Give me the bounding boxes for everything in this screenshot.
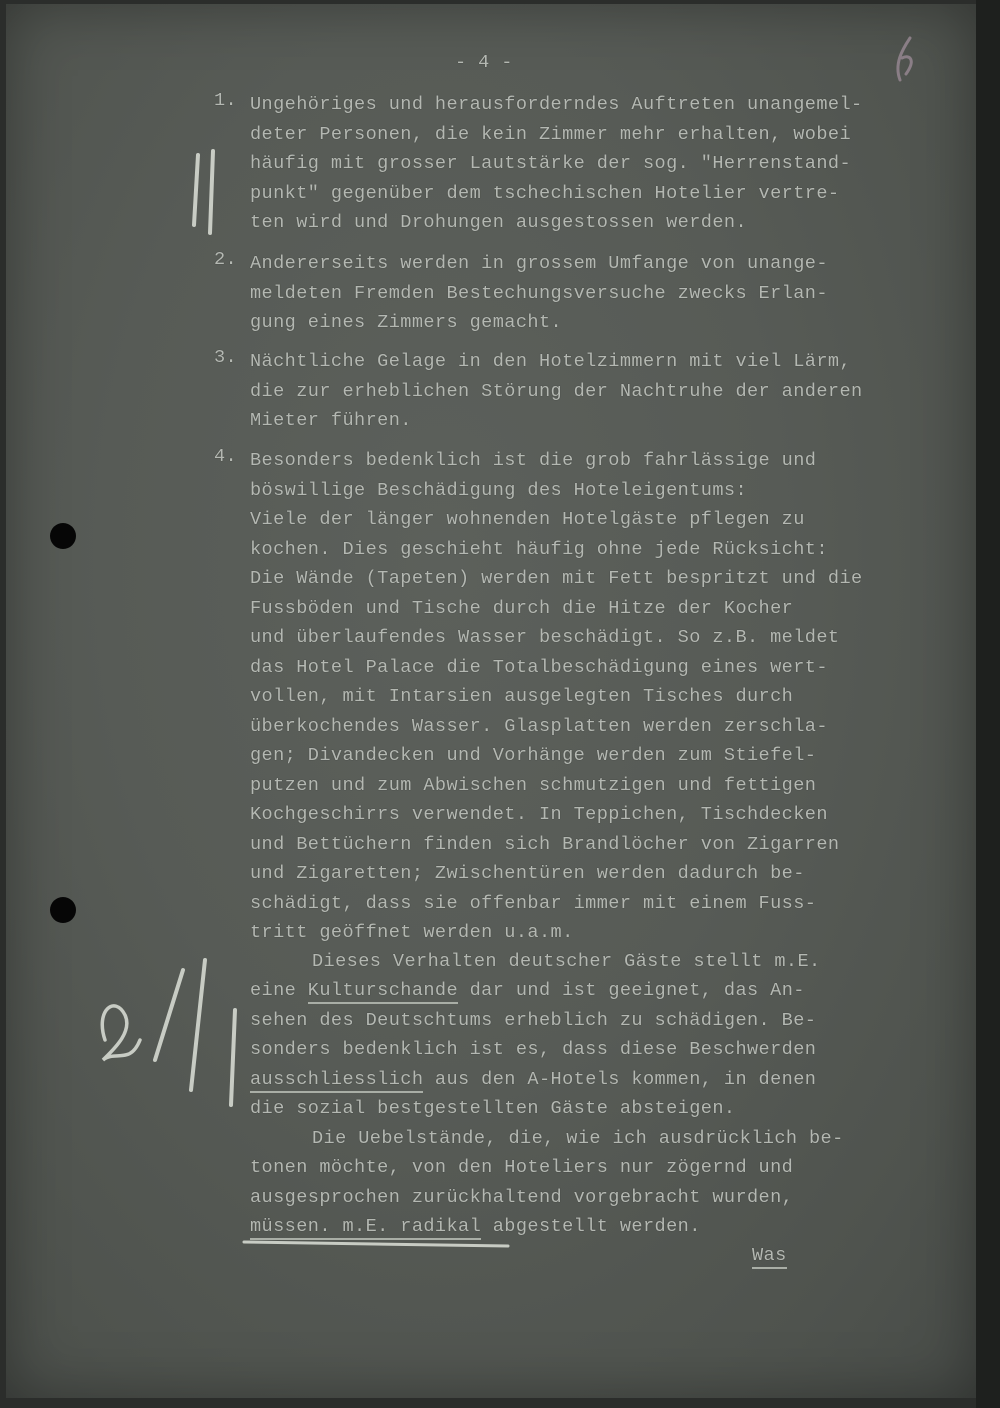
underlined-phrase: müssen. m.E. radikal xyxy=(250,1216,481,1240)
item-number: 2. xyxy=(214,249,238,270)
catchword: Was xyxy=(752,1241,787,1271)
punch-hole xyxy=(50,897,76,923)
text-line: Die Wände (Tapeten) werden mit Fett bespritzt und die xyxy=(250,568,863,589)
text-span: aus den A-Hotels kommen, in denen xyxy=(423,1069,817,1090)
text-line: putzen und zum Abwischen schmutzigen und fettigen xyxy=(250,774,817,796)
text-line: Fussböden und Tische durch die Hitze der Kocher xyxy=(250,597,794,619)
text-line: kochen. Dies geschieht häufig ohne jede Rücksicht: xyxy=(250,538,828,560)
text-line: Kochgeschirrs verwendet. In Teppichen, Tischdecken xyxy=(250,804,828,825)
text-line: punkt" gegenüber dem tschechischen Hotelier vertre- xyxy=(250,182,840,204)
text-line: tritt geöffnet werden u.a.m. xyxy=(250,922,574,943)
text-line: böswillige Beschädigung des Hoteleigentums: xyxy=(250,479,747,501)
punch-hole xyxy=(50,523,76,549)
text-line: tonen möchte, von den Hoteliers nur zögernd und xyxy=(250,1157,794,1178)
text-line: sehen des Deutschtums erheblich zu schädigen. Be- xyxy=(250,1010,817,1031)
text-line: Viele der länger wohnenden Hotelgäste pflegen zu xyxy=(250,509,805,530)
scan-edge xyxy=(976,0,1000,1408)
text-line: Besonders bedenklich ist die grob fahrlässige und xyxy=(250,450,817,471)
text-span: dar und ist geeignet, das An- xyxy=(458,980,805,1001)
text-line: das Hotel Palace die Totalbeschädigung eines wert- xyxy=(250,656,828,678)
text-line: Nächtliche Gelage in den Hotelzimmern mit viel Lärm, xyxy=(250,351,852,372)
text-line: sonders bedenklich ist es, dass diese Beschwerden xyxy=(250,1039,817,1060)
text-line xyxy=(250,1212,701,1242)
list-item xyxy=(214,90,863,258)
text-line: schädigt, dass sie offenbar immer mit einem Fuss- xyxy=(250,892,817,914)
text-line: Dieses Verhalten deutscher Gäste stellt m.E. xyxy=(312,951,821,972)
text-line xyxy=(250,976,805,1006)
text-line: die sozial bestgestellten Gäste absteigen. xyxy=(250,1098,736,1119)
text-line: Mieter führen. xyxy=(250,410,412,431)
text-line: häufig mit grosser Lautstärke der sog. "Herrenstand- xyxy=(250,153,852,174)
text-line: und Bettüchern finden sich Brandlöcher von Zigarren xyxy=(250,833,840,855)
text-line: deter Personen, die kein Zimmer mehr erhalten, wobei xyxy=(250,123,852,145)
text-line: ausgesprochen zurückhaltend vorgebracht wurden, xyxy=(250,1187,794,1208)
text-line: ten wird und Drohungen ausgestossen werden. xyxy=(250,212,747,233)
text-line: gen; Divandecken und Vorhänge werden zum Stiefel- xyxy=(250,745,817,766)
underlined-word: ausschliesslich xyxy=(250,1069,423,1093)
text-line: Andererseits werden in grossem Umfange von unange- xyxy=(250,253,828,274)
text-line: Ungehöriges und herausforderndes Auftreten unangemel- xyxy=(250,94,863,115)
list-item xyxy=(214,446,863,943)
text-line xyxy=(250,1065,816,1095)
text-line: und überlaufendes Wasser beschädigt. So z.B. meldet xyxy=(250,627,840,648)
text-line: überkochendes Wasser. Glasplatten werden zerschla- xyxy=(250,715,828,737)
page-number: - 4 - xyxy=(455,52,513,73)
item-number: 4. xyxy=(214,446,238,467)
text-line: vollen, mit Intarsien ausgelegten Tisches durch xyxy=(250,686,794,707)
underlined-word: Kulturschande xyxy=(308,980,458,1004)
item-number: 3. xyxy=(214,347,238,368)
item-number: 1. xyxy=(214,90,238,111)
text-line: meldeten Fremden Bestechungsversuche zwecks Erlan- xyxy=(250,282,828,304)
text-span: abgestellt werden. xyxy=(481,1216,701,1237)
text-line: Die Uebelstände, die, wie ich ausdrücklich be- xyxy=(312,1128,844,1149)
text-line: gung eines Zimmers gemacht. xyxy=(250,312,563,333)
text-span: eine xyxy=(250,980,308,1001)
text-line: die zur erheblichen Störung der Nachtruhe der anderen xyxy=(250,380,863,402)
text-line: und Zigaretten; Zwischentüren werden dadurch be- xyxy=(250,863,805,884)
